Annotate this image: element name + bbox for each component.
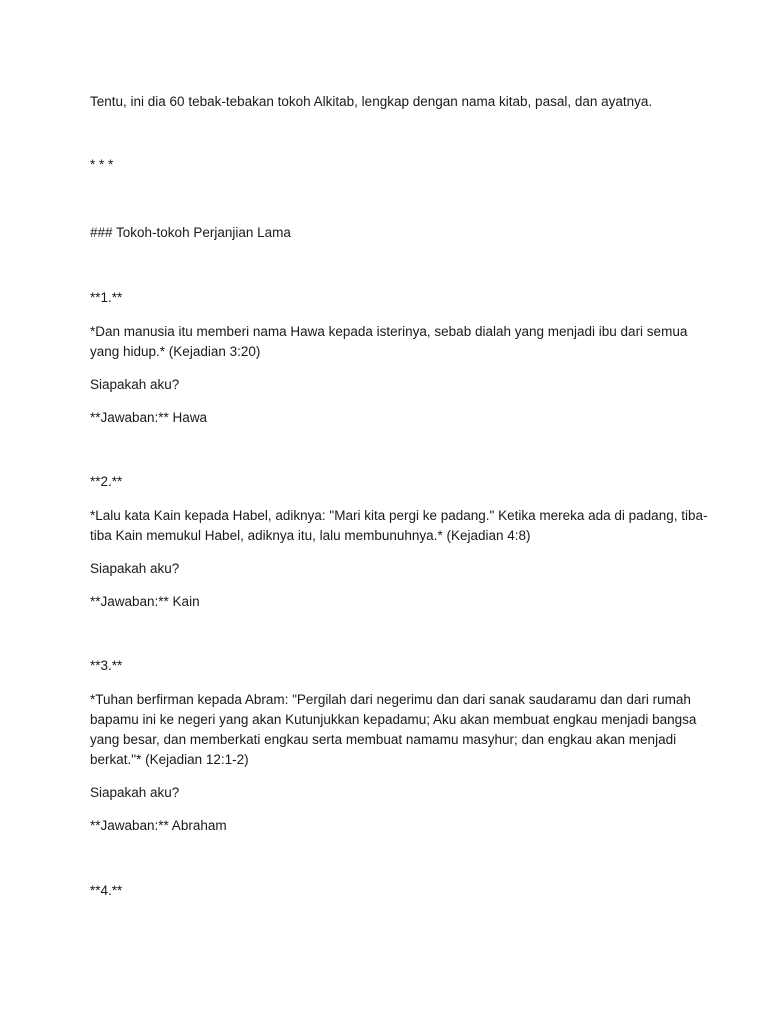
verse-line: bapamu ini ke negeri yang akan Kutunjukkan kepadamu; Aku akan membuat engkau menjadi bangsa xyxy=(90,712,697,727)
verse-line: *Dan manusia itu memberi nama Hawa kepada isterinya, sebab dialah yang menjadi ibu dari semua xyxy=(90,324,688,339)
verse-line: *Lalu kata Kain kepada Habel, adiknya: "Mari kita pergi ke padang." Ketika mereka ada di padang, tiba- xyxy=(90,508,708,523)
verse-line: tiba Kain memukul Habel, adiknya itu, lalu membunuhnya.* (Kejadian 4:8) xyxy=(90,528,531,543)
answer-text: **Jawaban:** Abraham xyxy=(90,818,227,833)
answer-text: **Jawaban:** Kain xyxy=(90,594,200,609)
verse-line: yang hidup.* (Kejadian 3:20) xyxy=(90,344,261,359)
question-text: Siapakah aku? xyxy=(90,377,180,392)
verse-line: *Tuhan berfirman kepada Abram: "Pergilah dari negerimu dan dari sanak saudaramu dan dari rumah xyxy=(90,692,691,707)
verse-line: yang besar, dan memberkati engkau serta membuat namamu masyhur; dan engkau akan menjadi xyxy=(90,732,677,747)
section-heading: ### Tokoh-tokoh Perjanjian Lama xyxy=(90,225,291,240)
entry-number: **4.** xyxy=(90,883,123,898)
intro-text: Tentu, ini dia 60 tebak-tebakan tokoh Alkitab, lengkap dengan nama kitab, pasal, dan ayatnya. xyxy=(90,94,653,109)
question-text: Siapakah aku? xyxy=(90,561,180,576)
entry-number: **3.** xyxy=(90,658,123,673)
verse-line: berkat."* (Kejadian 12:1-2) xyxy=(90,752,249,767)
question-text: Siapakah aku? xyxy=(90,785,180,800)
entry-number: **2.** xyxy=(90,474,123,489)
answer-text: **Jawaban:** Hawa xyxy=(90,410,208,425)
separator: * * * xyxy=(90,157,114,172)
entry-number: **1.** xyxy=(90,290,123,305)
